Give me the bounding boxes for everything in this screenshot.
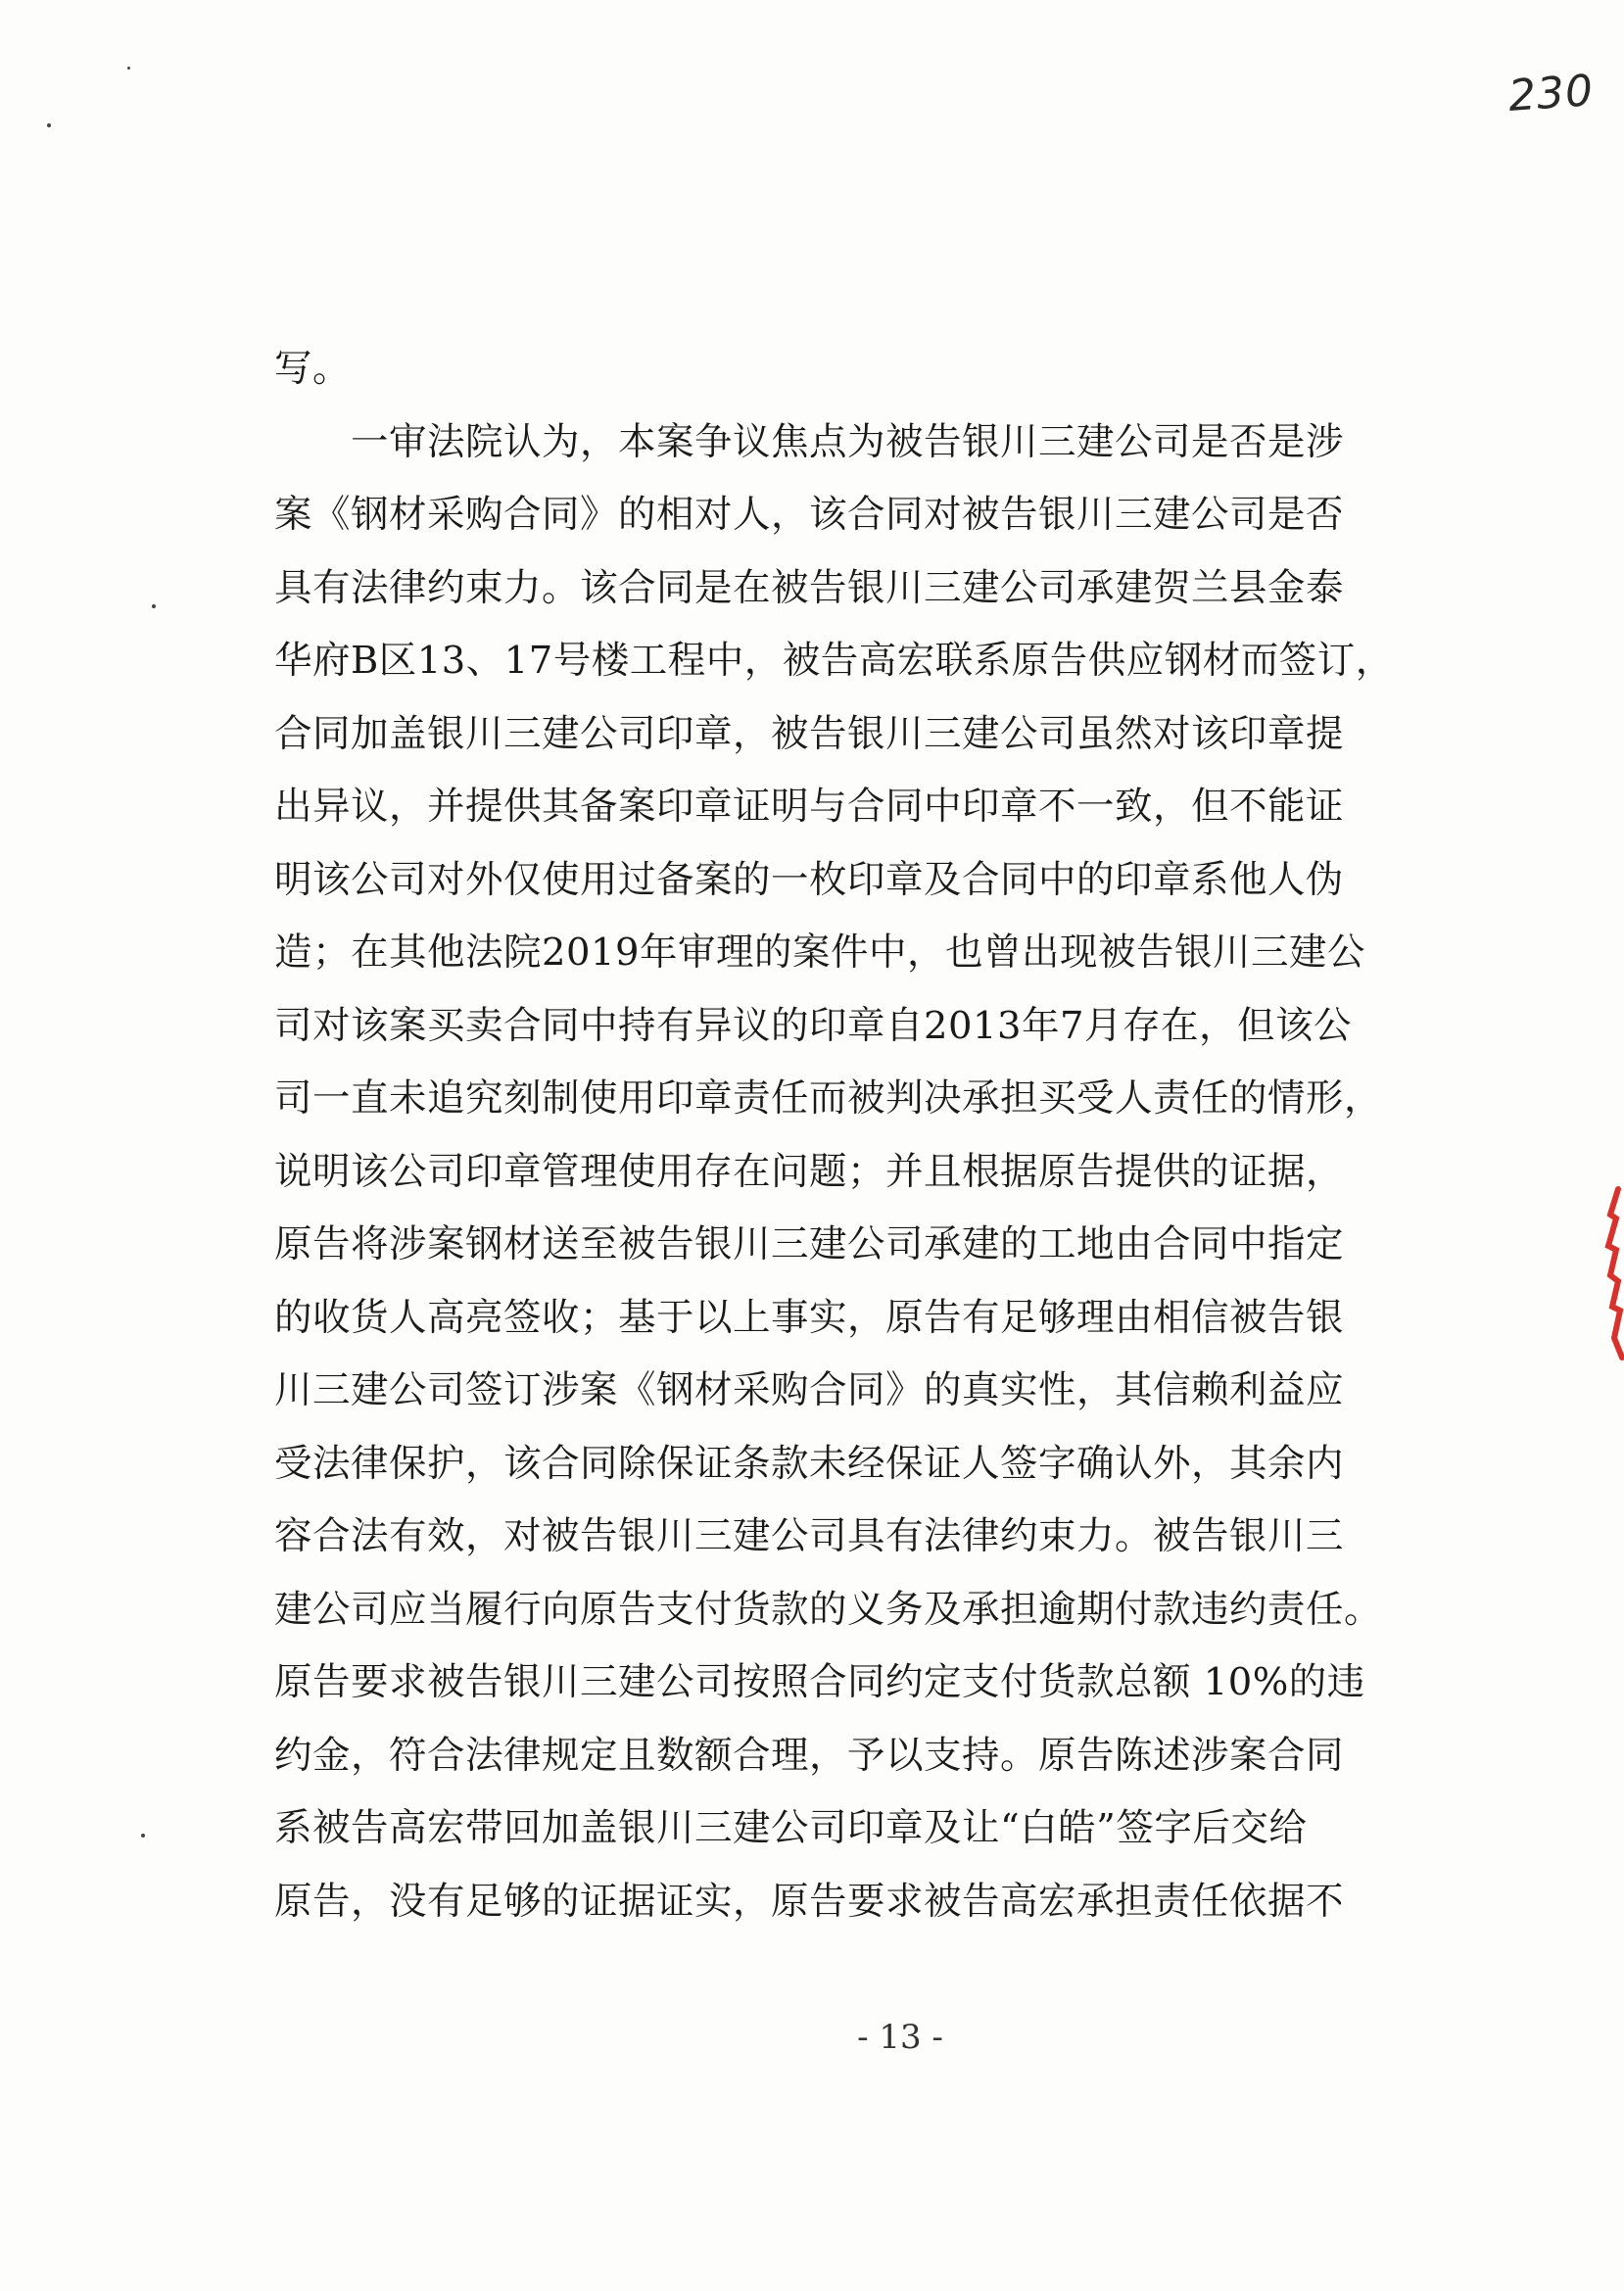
body-line: 司对该案买卖合同中持有异议的印章自2013年7月存在，但该公 [274, 1003, 1352, 1048]
red-seal-fragment [1604, 1185, 1624, 1361]
body-line: 合同加盖银川三建公司印章，被告银川三建公司虽然对该印章提 [274, 711, 1345, 756]
scan-speck [47, 123, 51, 127]
body-line: 说明该公司印章管理使用存在问题；并且根据原告提供的证据， [274, 1149, 1345, 1194]
handwritten-page-number: 230 [1506, 66, 1596, 121]
body-line: 司一直未追究刻制使用印章责任而被判决承担买受人责任的情形， [274, 1076, 1383, 1121]
body-text [274, 333, 1450, 1938]
body-line: 受法律保护，该合同除保证条款未经保证人签字确认外，其余内 [274, 1441, 1345, 1486]
body-line: 案《钢材采购合同》的相对人，该合同对被告银川三建公司是否 [274, 493, 1345, 537]
scan-speck [141, 1834, 145, 1838]
body-line: 容合法有效，对被告银川三建公司具有法律约束力。被告银川三 [274, 1514, 1345, 1558]
body-line: 出异议，并提供其备案印章证明与合同中印章不一致，但不能证 [274, 785, 1345, 829]
body-line: 原告，没有足够的证据证实，原告要求被告高宏承担责任依据不 [274, 1879, 1345, 1924]
scan-speck [152, 604, 156, 608]
body-line: 建公司应当履行向原告支付货款的义务及承担逾期付款违约责任。 [274, 1587, 1383, 1632]
body-line: 写。 [274, 347, 352, 391]
body-line: 原告将涉案钢材送至被告银川三建公司承建的工地由合同中指定 [274, 1222, 1345, 1266]
page-footer-number: - 13 - [857, 2018, 943, 2057]
body-line: 造；在其他法院2019年审理的案件中，也曾出现被告银川三建公 [274, 931, 1365, 975]
body-line: 具有法律约束力。该合同是在被告银川三建公司承建贺兰县金泰 [274, 565, 1345, 610]
body-line: 华府B区13、17号楼工程中，被告高宏联系原告供应钢材而签订， [274, 639, 1394, 683]
seal-edge-icon [1604, 1185, 1624, 1361]
body-line: 的收货人高亮签收；基于以上事实，原告有足够理由相信被告银 [274, 1295, 1345, 1340]
body-line: 一审法院认为，本案争议焦点为被告银川三建公司是否是涉 [274, 419, 1345, 464]
body-line: 原告要求被告银川三建公司按照合同约定支付货款总额 10%的违 [274, 1660, 1365, 1704]
body-line: 川三建公司签订涉案《钢材采购合同》的真实性，其信赖利益应 [274, 1368, 1345, 1412]
scan-speck [127, 67, 130, 70]
body-line: 系被告高宏带回加盖银川三建公司印章及让“白皓”签字后交给 [274, 1806, 1308, 1850]
body-line: 明该公司对外仅使用过备案的一枚印章及合同中的印章系他人伪 [274, 857, 1345, 902]
body-line: 约金，符合法律规定且数额合理，予以支持。原告陈述涉案合同 [274, 1733, 1345, 1778]
